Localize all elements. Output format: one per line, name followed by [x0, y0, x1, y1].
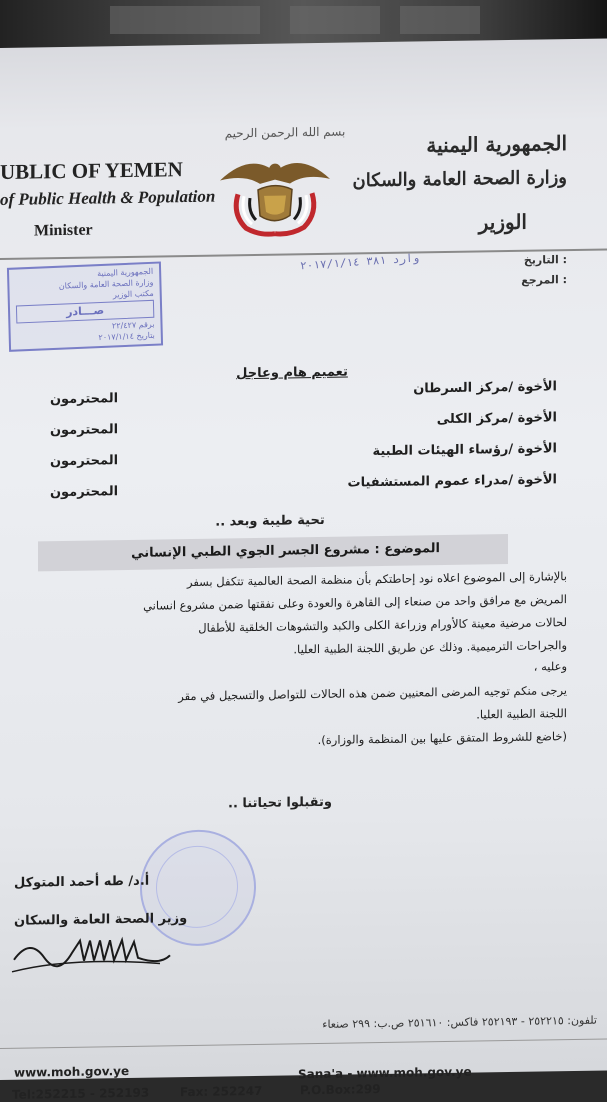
footer-website: www.moh.gov.ye: [14, 1063, 130, 1080]
footer-telephone: Tel:252215 - 252193: [12, 1085, 150, 1102]
header-en-ministry: of Public Health & Population: [0, 186, 216, 209]
signature-scribble: [10, 925, 210, 978]
body-paragraph-line: لحالات مرضية معينة كالأورام وزراعة الكلى والكبد والتشوهات الخلقية للأطفال: [198, 615, 567, 635]
basmala-text: بسم الله الرحمن الرحيم: [224, 124, 346, 141]
letter-page: [0, 38, 607, 1102]
header-ar-ministry: وزارة الصحة العامة والسكان: [352, 167, 567, 192]
reference-label: : المرجع: [521, 273, 567, 287]
header-ar-office: الوزير: [478, 209, 527, 235]
recipient-honorific: المحترمون: [49, 453, 119, 470]
circular-title: تعميم هام وعاجل: [236, 364, 348, 382]
recipient-line: الأخوة /مركز السرطان: [413, 379, 557, 397]
stamp-ministry: وزارة الصحة العامة والسكان: [58, 277, 154, 291]
recipient-honorific: المحترمون: [49, 484, 119, 501]
yemen-eagle-emblem-icon: [210, 141, 340, 243]
closing-text: وتقبلوا تحياتنا ..: [228, 794, 332, 812]
recipient-honorific: المحترمون: [49, 391, 119, 408]
recipient-line: الأخوة /مدراء عموم المستشفيات: [347, 472, 557, 491]
body-paragraph-line: المريض مع مرافق واحد من صنعاء إلى القاهرة والعودة وعلى نفقتها ضمن مشروع انساني: [143, 592, 567, 613]
stamp-number: برقم ٢٢/٤٢٧: [111, 319, 155, 331]
body-paragraph-line: اللجنة الطبية العليا.: [476, 706, 567, 722]
recipient-honorific: المحترمون: [49, 422, 119, 439]
footer-divider: [0, 1038, 607, 1049]
footer-pobox: P.O.Box:299: [300, 1082, 381, 1098]
signer-name: أ.د/ طه أحمد المتوكل: [14, 873, 150, 891]
header-en-country: UBLIC OF YEMEN: [0, 157, 183, 184]
date-label: : التاريخ: [523, 253, 567, 267]
header-en-office: Minister: [34, 221, 93, 240]
signer-title: وزير الصحة العامة والسكان: [14, 911, 188, 929]
recipient-line: الأخوة /رؤساء الهيئات الطبية: [372, 441, 557, 460]
stamp-office: مكتب الوزير: [112, 288, 154, 300]
stamp-country: الجمهورية اليمنية: [97, 266, 154, 279]
body-paragraph-line: يرجى منكم توجيه المرضى المعنيين ضمن هذه الحالات للتواصل والتسجيل في مقر: [178, 683, 567, 704]
body-paragraph-line: بالإشارة إلى الموضوع اعلاه نود إحاطتكم بأن منظمة الصحة العالمية تتكفل بسفر: [187, 569, 567, 590]
body-paragraph-line: والجراحات الترميمية. وذلك عن طريق اللجنة الطبية العليا.: [293, 638, 567, 657]
body-paragraph-line: وعليه ،: [533, 659, 567, 674]
handwritten-reference: وارد ٣٨١ ٢٠١٧/١/١٤: [299, 251, 420, 273]
stamp-date: بتاريخ ٢٠١٧/١/١٤: [98, 330, 155, 343]
header-ar-country: الجمهورية اليمنية: [426, 131, 567, 158]
footer-contact-arabic: تلفون: ٢٥٢٢١٥ - ٢٥٢١٩٣ فاكس: ٢٥١٦١٠ ص.ب: ٢٩٩ صنعاء: [322, 1013, 597, 1031]
stamp-label: صـــادر: [16, 300, 154, 324]
background-object: [290, 6, 380, 34]
subject-line: الموضوع : مشروع الجسر الجوي الطبي الإنساني: [131, 541, 440, 561]
greeting-text: تحية طيبة وبعد ..: [215, 512, 325, 530]
footer-fax: Fax: 252247: [180, 1083, 263, 1100]
recipient-line: الأخوة /مركز الكلى: [436, 410, 557, 428]
outgoing-stamp: [7, 261, 163, 351]
background-object: [110, 6, 260, 34]
background-object: [400, 6, 480, 34]
footer-address-en: Sana'a - www.moh.gov.ye: [298, 1064, 472, 1082]
body-paragraph-line: (خاضع للشروط المتفق عليها بين المنظمة والوزارة).: [317, 729, 567, 748]
